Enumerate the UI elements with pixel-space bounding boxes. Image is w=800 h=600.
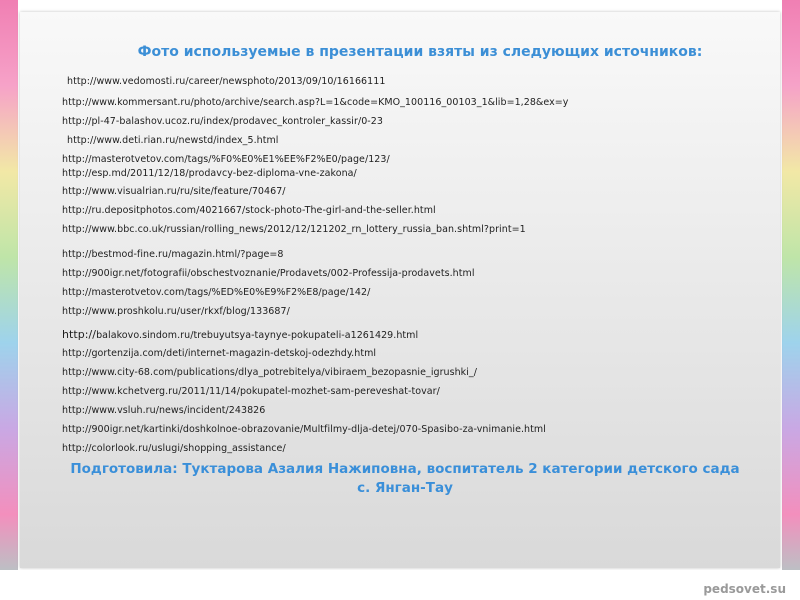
source-link[interactable]: http://www.vsluh.ru/news/incident/243826 (62, 405, 266, 416)
left-rainbow-stripe (0, 0, 18, 600)
source-link[interactable]: http://bestmod-fine.ru/magazin.html/?page=8 (62, 249, 284, 260)
source-link[interactable]: http://www.city-68.com/publications/dlya_potrebitelya/vibiraem_bezopasnie_igrushki_/ (62, 367, 477, 378)
source-link[interactable]: http://www.vedomosti.ru/career/newsphoto/2013/09/10/16166111 (67, 76, 386, 87)
source-link-prefix: http:// (62, 328, 97, 341)
footer-band (0, 570, 800, 600)
source-link-rest: balakovo.sindom.ru/trebuyutsya-taynye-pokupateli-a1261429.html (96, 330, 419, 341)
source-link[interactable]: http://colorlook.ru/uslugi/shopping_assistance/ (62, 443, 286, 454)
source-link[interactable]: http://ru.depositphotos.com/4021667/stock-photo-The-girl-and-the-seller.html (62, 205, 436, 216)
site-watermark: pedsovet.su (703, 582, 786, 596)
source-link[interactable]: http://gortenzija.com/deti/internet-magazin-detskoj-odezhdy.html (62, 348, 377, 359)
source-link[interactable]: http://www.proshkolu.ru/user/rkxf/blog/133687/ (62, 306, 290, 317)
source-link[interactable]: http://masterotvetov.com/tags/%ED%E0%E9%F2%E8/page/142/ (62, 287, 371, 298)
credits-line-1: Подготовила: Туктарова Азалия Нажиповна, воспитатель 2 категории детского сада (70, 461, 740, 477)
source-link[interactable]: http://900igr.net/fotografii/obschestvoznanie/Prodavets/002-Professija-prodavets.html (62, 268, 475, 279)
credits-line-2: с. Янган-Тау (357, 480, 453, 496)
source-link[interactable]: http://esp.md/2011/12/18/prodavcy-bez-diploma-vne-zakona/ (62, 168, 357, 179)
source-link[interactable]: http://www.bbc.co.uk/russian/rolling_news/2012/12/121202_rn_lottery_russia_ban.shtml?print=1 (62, 224, 526, 235)
source-link[interactable]: http://www.deti.rian.ru/newstd/index_5.html (67, 135, 279, 146)
source-link[interactable]: http://900igr.net/kartinki/doshkolnoe-obrazovanie/Multfilmy-dlja-detej/070-Spasibo-za-vnimanie.html (62, 424, 546, 435)
sources-title: Фото используемые в презентации взяты из следующих источников: (137, 44, 703, 60)
author-credits (60, 460, 750, 498)
source-link[interactable]: http://www.kchetverg.ru/2011/11/14/pokupatel-mozhet-sam-pereveshat-tovar/ (62, 386, 440, 397)
source-link[interactable]: http://www.visualrian.ru/ru/site/feature/70467/ (62, 186, 286, 197)
source-link[interactable] (62, 328, 418, 341)
source-link[interactable]: http://pl-47-balashov.ucoz.ru/index/prodavec_kontroler_kassir/0-23 (62, 116, 383, 127)
source-link[interactable]: http://masterotvetov.com/tags/%F0%E0%E1%EE%F2%E0/page/123/ (62, 154, 390, 165)
right-rainbow-stripe (782, 0, 800, 600)
source-link[interactable]: http://www.kommersant.ru/photo/archive/search.asp?L=1&code=KMO_100116_00103_1&lib=1,28&ex=y (62, 97, 569, 108)
